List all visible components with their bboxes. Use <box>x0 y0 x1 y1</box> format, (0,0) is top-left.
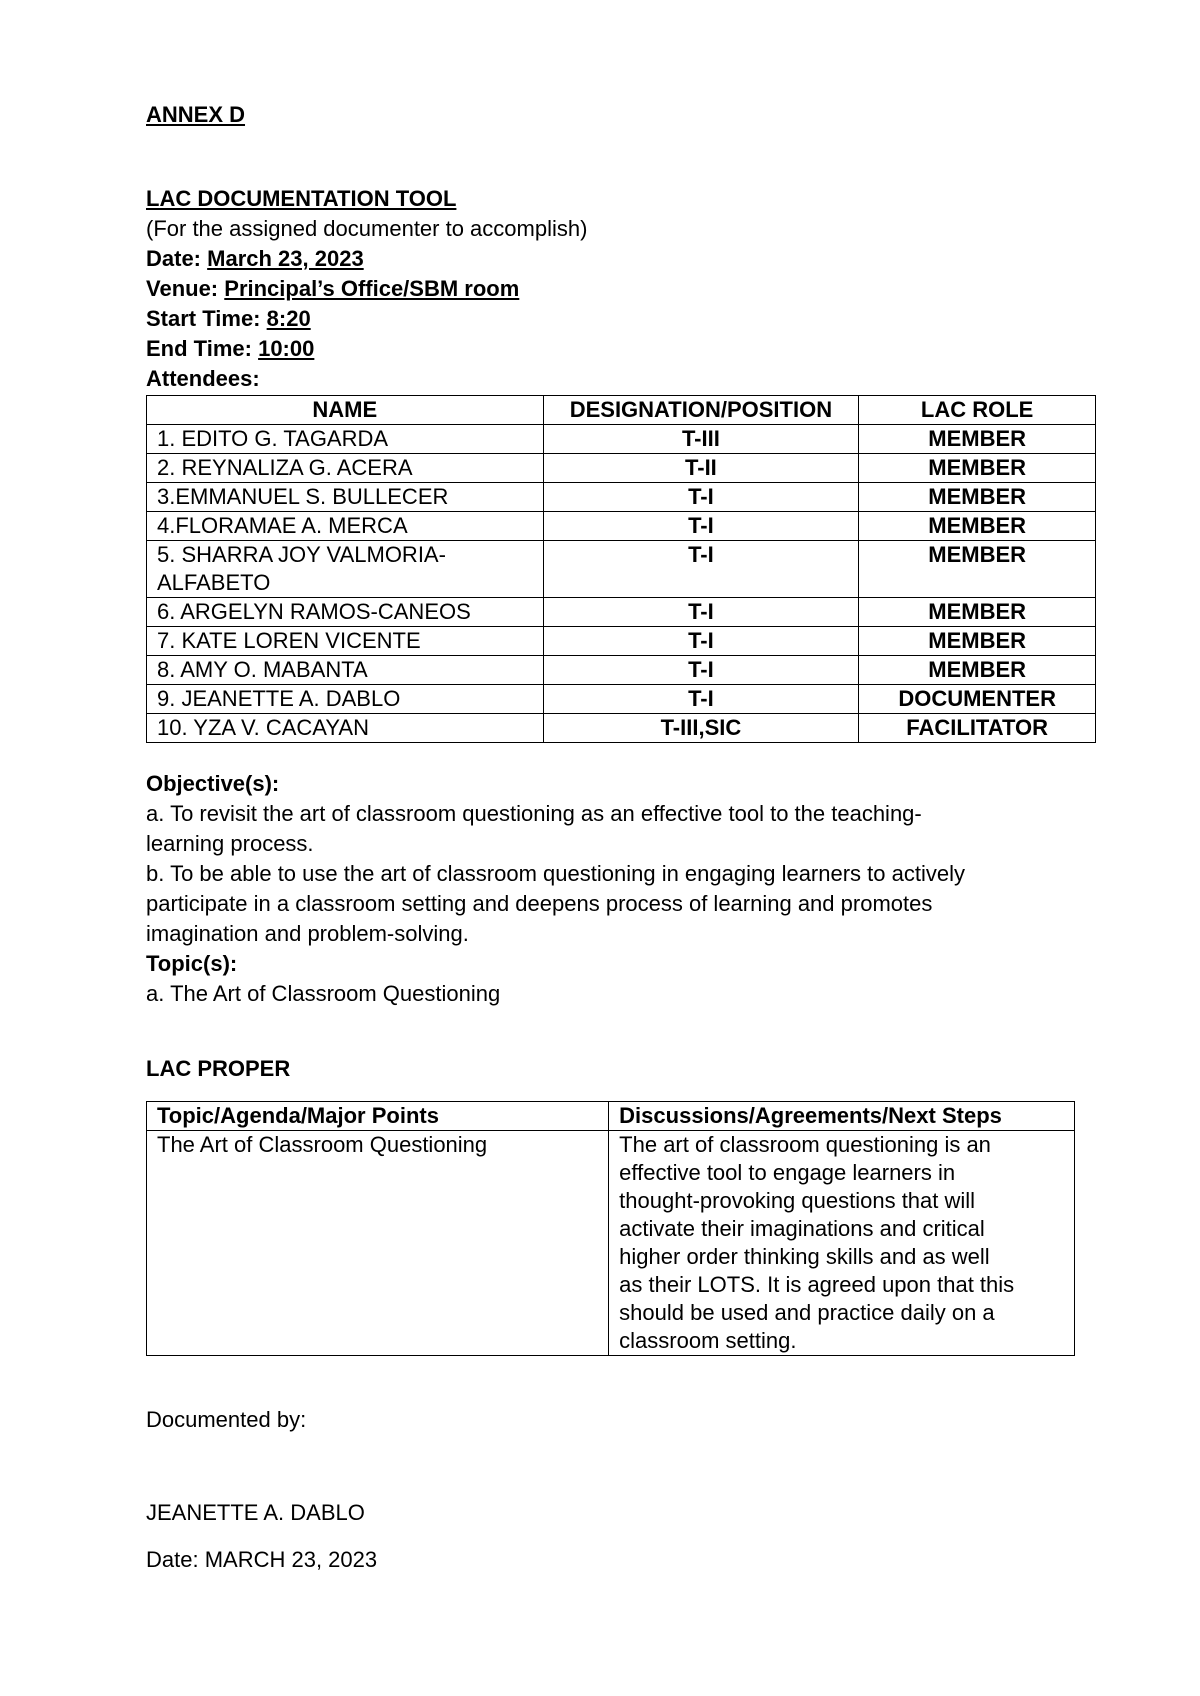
objectives-label: Objective(s): <box>146 771 280 796</box>
table-row <box>147 454 1096 483</box>
attendee-position: T-III <box>543 425 859 454</box>
attendee-role: MEMBER <box>859 541 1096 598</box>
table-row <box>147 627 1096 656</box>
attendee-role: DOCUMENTER <box>859 685 1096 714</box>
column-header-position: DESIGNATION/POSITION <box>543 396 859 425</box>
attendee-role: MEMBER <box>859 656 1096 685</box>
objective-a-line: learning process. <box>146 831 314 856</box>
attendee-role: FACILITATOR <box>859 714 1096 743</box>
objectives-section <box>146 769 1096 1009</box>
column-header-name: NAME <box>147 396 544 425</box>
end-time-value: 10:00 <box>258 336 315 361</box>
venue-label: Venue: <box>146 276 219 301</box>
attendee-name-line: 5. SHARRA JOY VALMORIA- <box>157 542 446 567</box>
table-row <box>147 541 1096 598</box>
discussion-line: activate their imaginations and critical <box>619 1216 985 1241</box>
attendee-name: 3.EMMANUEL S. BULLECER <box>147 483 544 512</box>
lac-proper-title: LAC PROPER <box>146 1056 291 1081</box>
start-time-label: Start Time: <box>146 306 261 331</box>
attendee-position: T-I <box>543 685 859 714</box>
discussion-line: thought-provoking questions that will <box>619 1188 976 1213</box>
table-row <box>147 512 1096 541</box>
table-row <box>147 425 1096 454</box>
topic-a: a. The Art of Classroom Questioning <box>146 981 501 1006</box>
documented-by-label: Documented by: <box>146 1407 307 1432</box>
table-row <box>147 1131 1075 1356</box>
start-time-line <box>146 304 587 334</box>
table-row <box>147 685 1096 714</box>
objective-b-line: participate in a classroom setting and deepens process of learning and promotes <box>146 891 933 916</box>
discussion-line: effective tool to engage learners in <box>619 1160 956 1185</box>
lac-proper-table <box>146 1101 1075 1356</box>
table-header-row <box>147 396 1096 425</box>
annex-label: ANNEX D <box>146 102 246 127</box>
objective-b-line: imagination and problem-solving. <box>146 921 469 946</box>
venue-line <box>146 274 587 304</box>
attendee-name-line: ALFABETO <box>157 570 271 595</box>
date-line <box>146 244 587 274</box>
attendee-role: MEMBER <box>859 598 1096 627</box>
attendee-position: T-I <box>543 598 859 627</box>
attendee-position: T-I <box>543 483 859 512</box>
attendee-position: T-I <box>543 627 859 656</box>
table-row <box>147 714 1096 743</box>
discussion-line: higher order thinking skills and as well <box>619 1244 990 1269</box>
discussion-line: classroom setting. <box>619 1328 797 1353</box>
attendee-name: 2. REYNALIZA G. ACERA <box>147 454 544 483</box>
attendees-label: Attendees: <box>146 366 260 391</box>
topics-label: Topic(s): <box>146 951 238 976</box>
venue-value: Principal’s Office/SBM room <box>224 276 520 301</box>
attendee-name: 7. KATE LOREN VICENTE <box>147 627 544 656</box>
column-header-topic: Topic/Agenda/Major Points <box>147 1102 609 1131</box>
attendee-name: 8. AMY O. MABANTA <box>147 656 544 685</box>
document-title: LAC DOCUMENTATION TOOL <box>146 186 457 211</box>
attendee-role: MEMBER <box>859 454 1096 483</box>
attendee-role: MEMBER <box>859 425 1096 454</box>
document-subtitle: (For the assigned documenter to accomplish) <box>146 216 588 241</box>
documenter-name: JEANETTE A. DABLO <box>146 1500 365 1525</box>
discussion-line: The art of classroom questioning is an <box>619 1132 991 1157</box>
objective-a-line: a. To revisit the art of classroom questioning as an effective tool to the teaching- <box>146 801 922 826</box>
attendee-position: T-III,SIC <box>543 714 859 743</box>
table-row <box>147 656 1096 685</box>
end-time-line <box>146 334 587 364</box>
attendee-role: MEMBER <box>859 627 1096 656</box>
attendee-role: MEMBER <box>859 512 1096 541</box>
proper-discussion-cell <box>609 1131 1075 1356</box>
attendee-name: 10. YZA V. CACAYAN <box>147 714 544 743</box>
proper-topic-cell: The Art of Classroom Questioning <box>147 1131 609 1356</box>
attendee-position: T-II <box>543 454 859 483</box>
attendees-table <box>146 395 1096 743</box>
header-block <box>146 184 587 394</box>
attendee-name: 6. ARGELYN RAMOS-CANEOS <box>147 598 544 627</box>
date-label: Date: <box>146 246 202 271</box>
table-row <box>147 598 1096 627</box>
objective-b-line: b. To be able to use the art of classroom questioning in engaging learners to actively <box>146 861 965 886</box>
documentation-date: Date: MARCH 23, 2023 <box>146 1547 378 1572</box>
date-value: March 23, 2023 <box>207 246 364 271</box>
attendee-position: T-I <box>543 541 859 598</box>
attendee-position: T-I <box>543 656 859 685</box>
discussion-line: should be used and practice daily on a <box>619 1300 995 1325</box>
attendee-name <box>147 541 544 598</box>
attendee-position: T-I <box>543 512 859 541</box>
attendee-name: 9. JEANETTE A. DABLO <box>147 685 544 714</box>
column-header-discussion: Discussions/Agreements/Next Steps <box>609 1102 1075 1131</box>
start-time-value: 8:20 <box>266 306 311 331</box>
attendee-name: 4.FLORAMAE A. MERCA <box>147 512 544 541</box>
end-time-label: End Time: <box>146 336 252 361</box>
table-header-row <box>147 1102 1075 1131</box>
table-row <box>147 483 1096 512</box>
attendee-role: MEMBER <box>859 483 1096 512</box>
column-header-role: LAC ROLE <box>859 396 1096 425</box>
attendee-name: 1. EDITO G. TAGARDA <box>147 425 544 454</box>
discussion-line: as their LOTS. It is agreed upon that this <box>619 1272 1015 1297</box>
